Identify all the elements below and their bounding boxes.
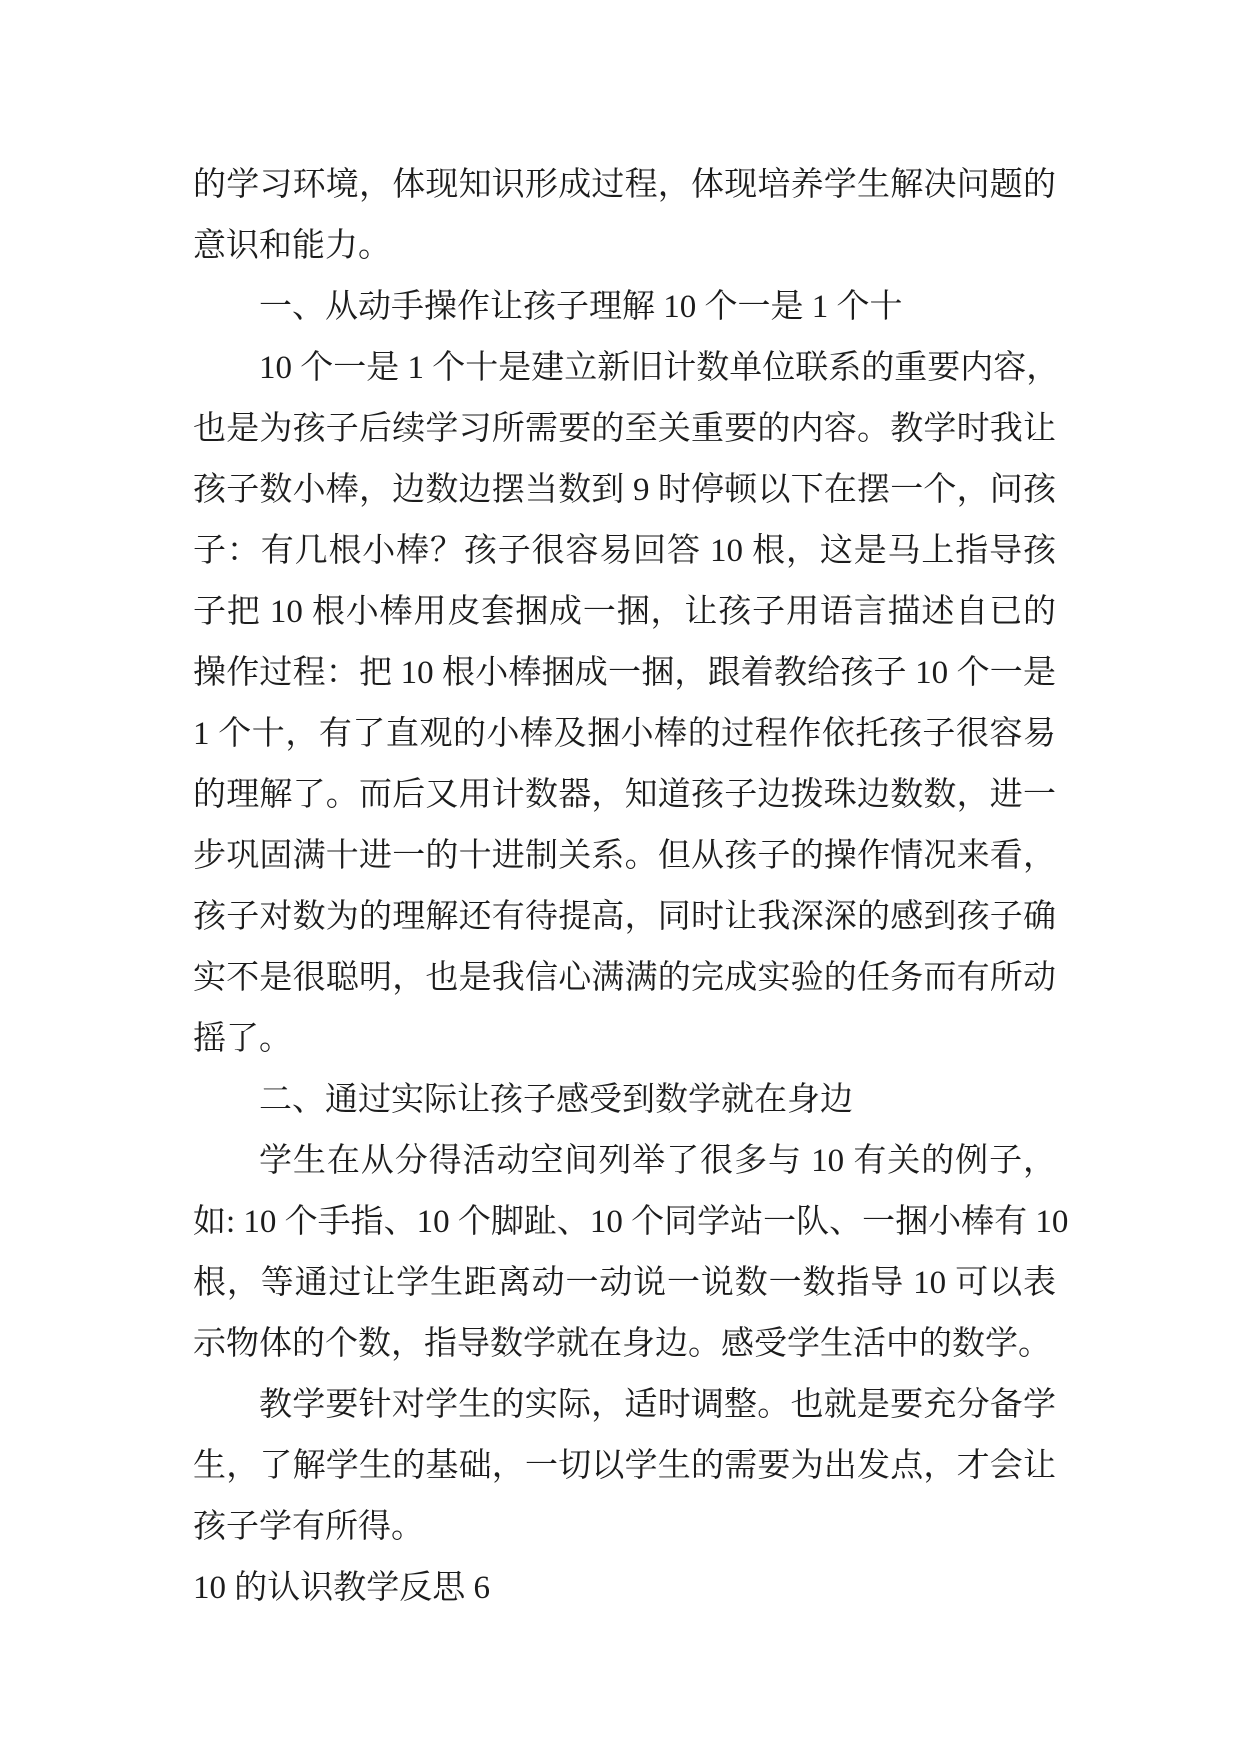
document-body (193, 155, 1069, 1619)
section-heading-1: 一、从动手操作让孩子理解 10 个一是 1 个十 (259, 289, 903, 325)
paragraph-line: 生，了解学生的基础，一切以学生的需要为出发点，才会让 (193, 1448, 1056, 1484)
paragraph-line: 步巩固满十进一的十进制关系。但从孩子的操作情况来看， (193, 838, 1056, 874)
paragraph-line: 也是为孩子后续学习所需要的至关重要的内容。教学时我让 (193, 411, 1056, 447)
section-1-paragraph (193, 338, 1060, 1070)
paragraph-line: 孩子对数为的理解还有待提高，同时让我深深的感到孩子确 (193, 899, 1056, 935)
paragraph-line: 示物体的个数，指导数学就在身边。感受学生活中的数学。 (193, 1326, 1051, 1362)
paragraph-line: 1 个十，有了直观的小棒及捆小棒的过程作依托孩子很容易 (193, 716, 1056, 752)
paragraph-line: 实不是很聪明，也是我信心满满的完成实验的任务而有所动 (193, 960, 1056, 996)
paragraph-line: 学生在从分得活动空间列举了很多与 10 有关的例子， (259, 1143, 1056, 1179)
paragraph-line: 教学要针对学生的实际，适时调整。也就是要充分备学 (259, 1387, 1056, 1423)
continued-paragraph (193, 155, 1056, 277)
closing-paragraph (193, 1375, 1056, 1558)
paragraph-line: 的学习环境，体现知识形成过程，体现培养学生解决问题的 (193, 167, 1056, 203)
paragraph-line: 意识和能力。 (193, 228, 391, 264)
paragraph-line: 摇了。 (193, 1021, 292, 1057)
paragraph-line: 如: 10 个手指、10 个脚趾、10 个同学站一队、一捆小棒有 10 (193, 1204, 1069, 1240)
paragraph-line: 的理解了。而后又用计数器，知道孩子边拨珠边数数，进一 (193, 777, 1056, 813)
section-heading-2: 二、通过实际让孩子感受到数学就在身边 (259, 1082, 853, 1118)
paragraph-line: 10 个一是 1 个十是建立新旧计数单位联系的重要内容， (259, 350, 1060, 386)
section-2-paragraph (193, 1131, 1069, 1375)
paragraph-line: 子把 10 根小棒用皮套捆成一捆，让孩子用语言描述自已的 (193, 594, 1056, 630)
paragraph-line: 子：有几根小棒？孩子很容易回答 10 根，这是马上指导孩 (193, 533, 1056, 569)
paragraph-line: 孩子数小棒，边数边摆当数到 9 时停顿以下在摆一个，问孩 (193, 472, 1056, 508)
paragraph-line: 操作过程：把 10 根小棒捆成一捆，跟着教给孩子 10 个一是 (193, 655, 1056, 691)
paragraph-line: 根，等通过让学生距离动一动说一说数一数指导 10 可以表 (193, 1265, 1056, 1301)
paragraph-line: 孩子学有所得。 (193, 1509, 424, 1545)
next-article-title: 10 的认识教学反思 6 (193, 1570, 490, 1606)
